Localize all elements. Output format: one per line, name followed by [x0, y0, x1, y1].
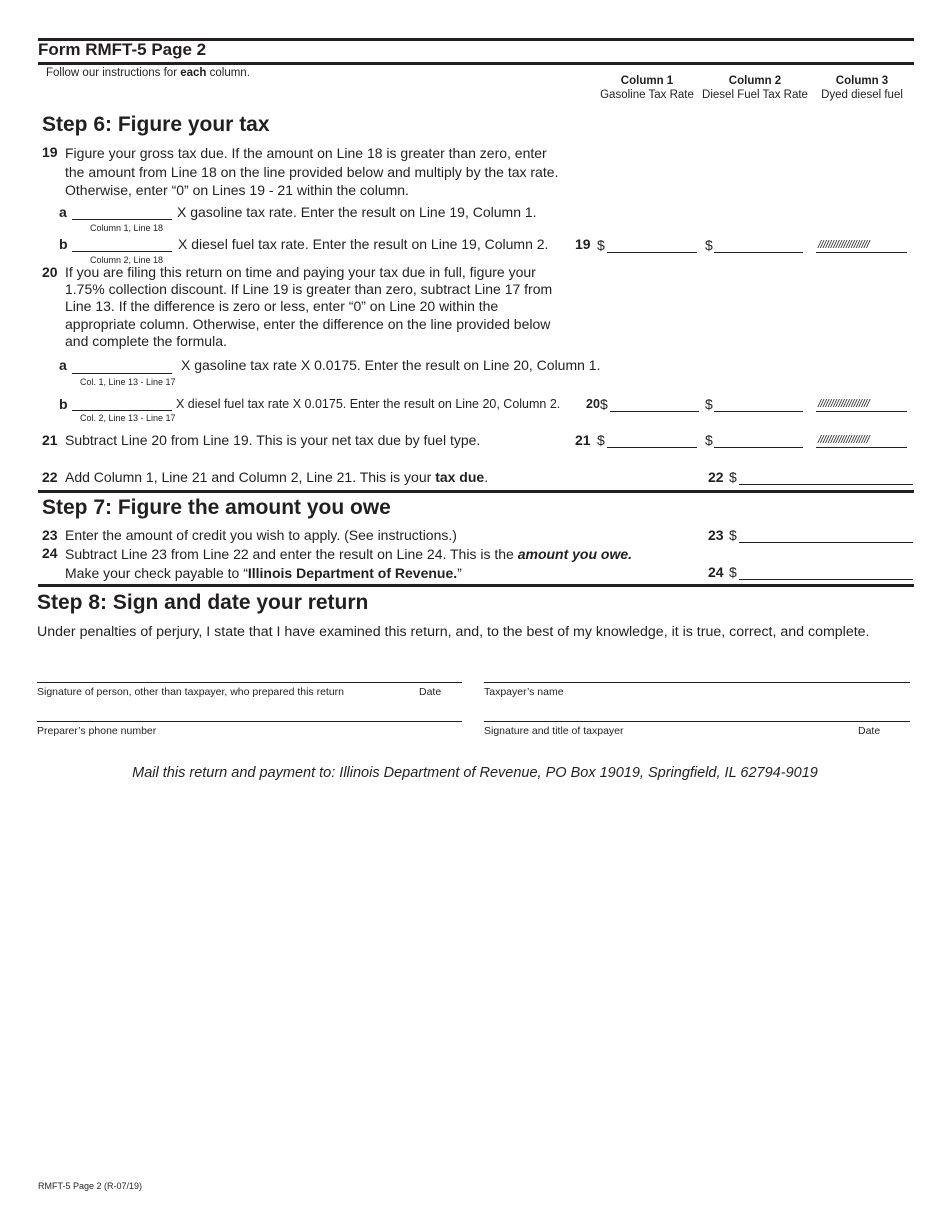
line19b-input[interactable]	[72, 251, 172, 252]
line20-number: 20	[42, 264, 58, 280]
line23-input[interactable]	[739, 542, 913, 543]
step7-rule	[38, 490, 914, 493]
line19a-label: a	[59, 204, 67, 220]
line19b-label: b	[59, 236, 68, 252]
line20b-input[interactable]	[72, 410, 172, 411]
taxpayer-name-label: Taxpayer’s name	[484, 686, 564, 698]
line20-col1-input[interactable]	[610, 411, 699, 412]
preparer-phone-line[interactable]	[37, 721, 462, 722]
line19-col2-input[interactable]	[714, 252, 803, 253]
line19-col1-dollar: $	[597, 237, 605, 253]
column-1-heading: Column 1 Gasoline Tax Rate	[600, 75, 694, 101]
line23-number: 23	[42, 527, 58, 543]
line21-col1-input[interactable]	[607, 447, 697, 448]
line22-number: 22	[42, 469, 58, 485]
line24-number: 24	[42, 545, 58, 561]
column-3-heading: Column 3 Dyed diesel fuel	[821, 75, 903, 101]
line22-ref: 22	[708, 469, 724, 485]
line20-text: If you are filing this return on time and paying your tax due in full, figure your 1.75% collection discount. If Line 19 is greater than zero, subtract Line 17 from Line 13. If the difference is zero or less, enter “0” on Line 20 within the appropriate column. Otherwise, enter the difference on the line provided below and complete the formula.	[65, 264, 553, 349]
line21-col2-input[interactable]	[714, 447, 803, 448]
line23-text: Enter the amount of credit you wish to apply. (See instructions.)	[65, 527, 457, 543]
line23-ref: 23	[708, 527, 724, 543]
line19-number: 19	[42, 144, 58, 160]
preparer-date-label: Date	[419, 686, 442, 698]
line20-ref: 20	[586, 397, 600, 411]
line22-input[interactable]	[739, 484, 913, 485]
line20-col2-dollar: $	[705, 396, 713, 412]
line20-col2-input[interactable]	[714, 411, 803, 412]
line24-ref: 24	[708, 564, 724, 580]
taxpayer-date-label: Date	[858, 725, 881, 737]
line22-text: Add Column 1, Line 21 and Column 2, Line 21. This is your tax due.	[65, 469, 489, 485]
taxpayer-name-line[interactable]	[484, 682, 910, 683]
mailing-address: Mail this return and payment to: Illinois Department of Revenue, PO Box 19019, Springfield, IL 62794-9019	[132, 765, 818, 781]
line24-input[interactable]	[739, 579, 913, 580]
line21-col3-rule	[816, 447, 907, 448]
line19a-input[interactable]	[72, 219, 172, 220]
preparer-signature-label: Signature of person, other than taxpayer, who prepared this return	[37, 686, 345, 698]
line20b-caption: Col. 2, Line 13 - Line 17	[80, 413, 176, 423]
line19-ref: 19	[575, 236, 591, 252]
taxpayer-signature-line[interactable]	[484, 721, 910, 722]
line24-dollar: $	[729, 564, 737, 580]
header-rule	[38, 62, 914, 65]
preparer-phone-label: Preparer’s phone number	[37, 725, 157, 737]
line20-col1-dollar: $	[600, 396, 608, 412]
step6-title: Step 6: Figure your tax	[42, 113, 270, 136]
line19-col1-input[interactable]	[607, 252, 697, 253]
perjury-statement: Under penalties of perjury, I state that I have examined this return, and, to the best of my knowledge, it is true, correct, and complete.	[37, 624, 870, 640]
footer-form-id: RMFT-5 Page 2 (R-07/19)	[38, 1181, 143, 1191]
line22-dollar: $	[729, 469, 737, 485]
line19-text: Figure your gross tax due. If the amount on Line 18 is greater than zero, enter the amount from Line 18 on the line provided below and multiply by the tax rate. Otherwise, enter “0” on Lines 19 - 21 within the column.	[65, 145, 559, 198]
step7-title: Step 7: Figure the amount you owe	[42, 496, 391, 519]
preparer-signature-line[interactable]	[37, 682, 462, 683]
line21-col1-dollar: $	[597, 432, 605, 448]
line20-col3-hatch: ////////////////////	[818, 398, 870, 410]
taxpayer-signature-label: Signature and title of taxpayer	[484, 725, 624, 737]
line20a-input[interactable]	[72, 373, 172, 374]
column-2-heading: Column 2 Diesel Fuel Tax Rate	[702, 75, 808, 101]
line20b-label: b	[59, 396, 68, 412]
step8-rule	[38, 584, 914, 587]
line24-text: Subtract Line 23 from Line 22 and enter the result on Line 24. This is the amount you owe. Make your check payable to “Illinois Department of Revenue.”	[65, 546, 633, 581]
line20-col3-rule	[816, 411, 907, 412]
line19a-text: X gasoline tax rate. Enter the result on Line 19, Column 1.	[177, 204, 537, 220]
line19b-text: X diesel fuel tax rate. Enter the result on Line 19, Column 2.	[178, 236, 549, 252]
line19a-caption: Column 1, Line 18	[90, 223, 164, 233]
line20a-caption: Col. 1, Line 13 - Line 17	[80, 377, 176, 387]
step8-title: Step 8: Sign and date your return	[37, 591, 369, 614]
line20b-text: X diesel fuel tax rate X 0.0175. Enter the result on Line 20, Column 2.	[176, 397, 561, 411]
line19-col3-hatch: ////////////////////	[818, 239, 870, 251]
line21-col3-hatch: ////////////////////	[818, 434, 870, 446]
line19-col2-dollar: $	[705, 237, 713, 253]
line19b-caption: Column 2, Line 18	[90, 255, 164, 265]
line21-number: 21	[42, 432, 58, 448]
line19-col3-rule	[816, 252, 907, 253]
form-title: Form RMFT-5 Page 2	[38, 40, 207, 59]
line23-dollar: $	[729, 527, 737, 543]
line21-text: Subtract Line 20 from Line 19. This is your net tax due by fuel type.	[65, 432, 481, 448]
line21-ref: 21	[575, 432, 591, 448]
line20a-label: a	[59, 357, 67, 373]
line20a-text: X gasoline tax rate X 0.0175. Enter the result on Line 20, Column 1.	[181, 357, 601, 373]
column-instructions: Follow our instructions for each column.	[46, 67, 250, 79]
line21-col2-dollar: $	[705, 432, 713, 448]
